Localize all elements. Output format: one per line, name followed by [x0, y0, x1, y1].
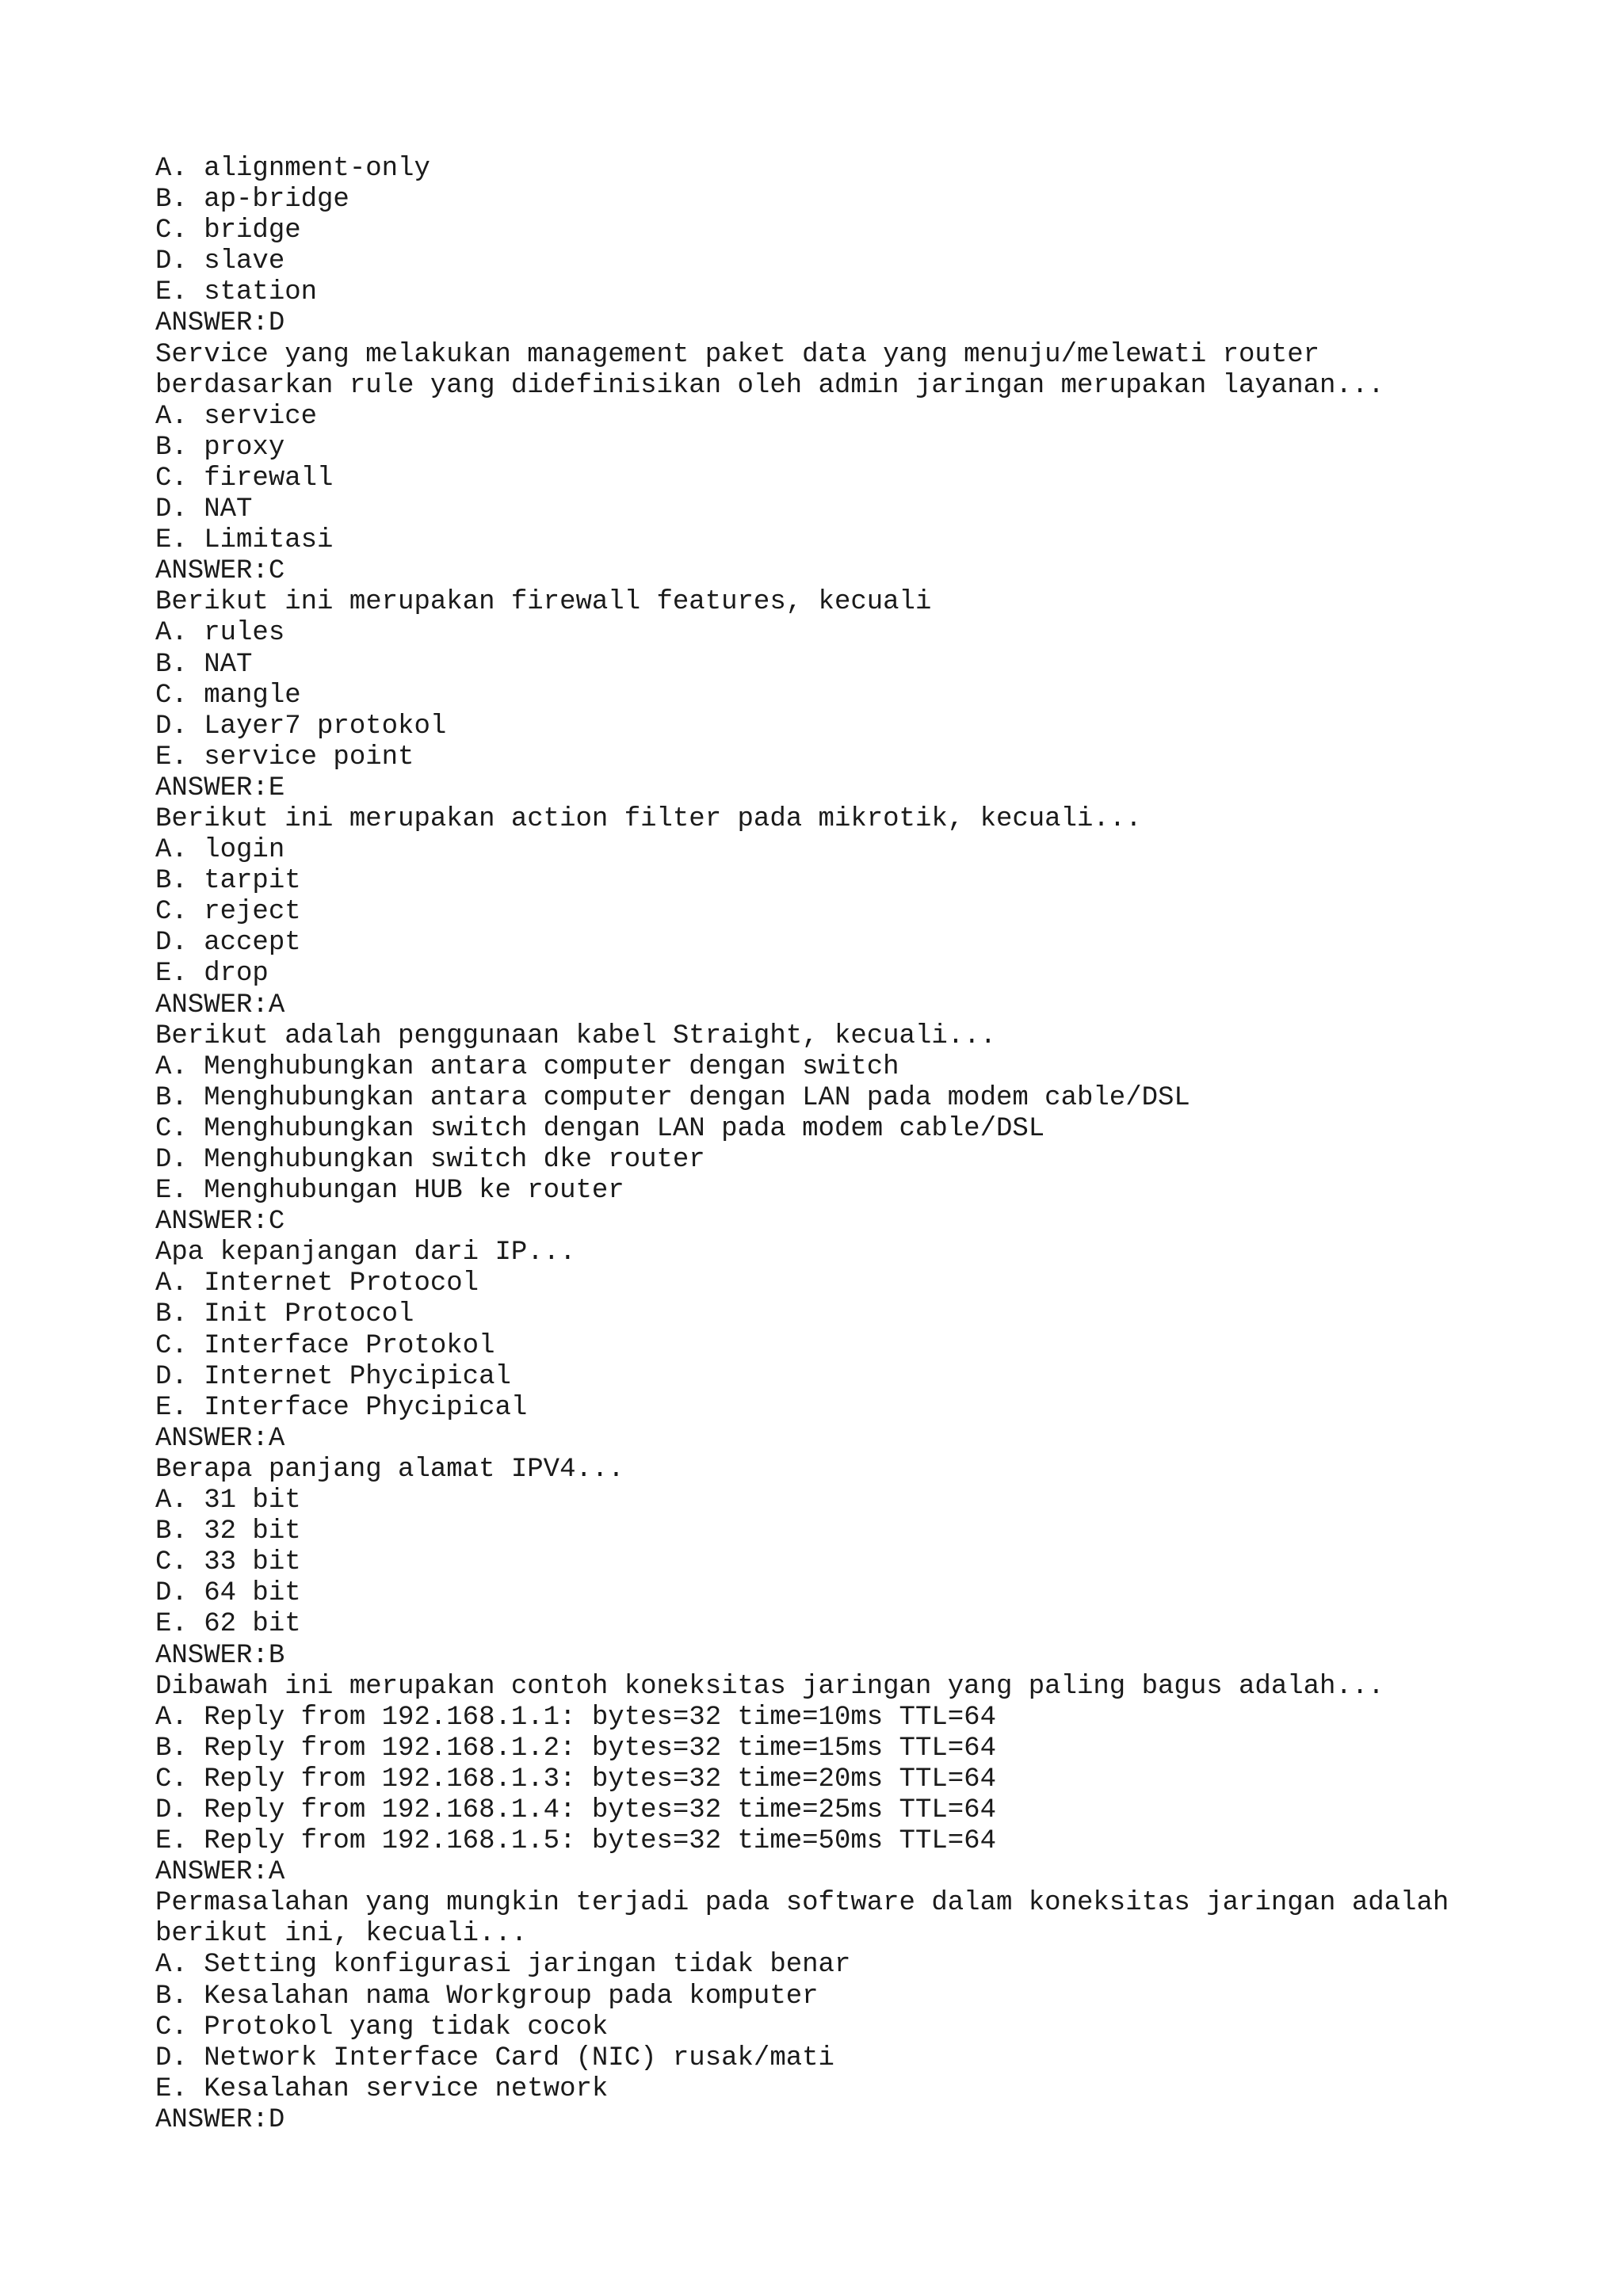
document-line: C. Protokol yang tidak cocok [155, 2012, 609, 2042]
document-line: B. NAT [155, 649, 253, 680]
document-line: Berikut ini merupakan action filter pada mikrotik, kecuali... [155, 803, 1142, 834]
document-line: D. NAT [155, 494, 253, 525]
document-line: C. Reply from 192.168.1.3: bytes=32 time=20ms TTL=64 [155, 1764, 996, 1794]
document-line: ANSWER:C [155, 1207, 285, 1238]
document-line: A. service [155, 401, 318, 432]
document-line: ANSWER:C [155, 556, 285, 587]
document-line: E. Reply from 192.168.1.5: bytes=32 time=50ms TTL=64 [155, 1826, 996, 1857]
document-line: D. Network Interface Card (NIC) rusak/mati [155, 2042, 834, 2073]
document-line: B. 32 bit [155, 1516, 301, 1547]
document-line: D. accept [155, 928, 301, 959]
document-line: A. alignment-only [155, 154, 430, 184]
document-line: Berapa panjang alamat IPV4... [155, 1454, 624, 1485]
document-line: D. Menghubungkan switch dke router [155, 1145, 705, 1175]
document-line: A. rules [155, 618, 285, 649]
document-line: A. Menghubungkan antara computer dengan switch [155, 1051, 899, 1082]
document-line: ANSWER:A [155, 1857, 285, 1888]
document-line: B. ap-bridge [155, 185, 349, 215]
document-line: C. firewall [155, 463, 334, 494]
document-line: D. Layer7 protokol [155, 711, 447, 742]
document-line: C. 33 bit [155, 1547, 301, 1578]
document-line: E. 62 bit [155, 1609, 301, 1640]
document-line: E. service point [155, 742, 414, 772]
document-line: B. Menghubungkan antara computer dengan LAN pada modem cable/DSL [155, 1082, 1190, 1113]
document-line: ANSWER:E [155, 772, 285, 803]
document-line: berikut ini, kecuali... [155, 1919, 528, 1950]
document-line: Berikut ini merupakan firewall features, kecuali [155, 587, 932, 618]
document-line: E. Menghubungan HUB ke router [155, 1176, 624, 1207]
document-line: E. drop [155, 959, 269, 990]
document-line: A. 31 bit [155, 1486, 301, 1516]
document-line: C. Menghubungkan switch dengan LAN pada modem cable/DSL [155, 1113, 1045, 1144]
document-line: A. login [155, 835, 285, 866]
document-line: A. Reply from 192.168.1.1: bytes=32 time=10ms TTL=64 [155, 1702, 996, 1733]
document-line: D. Internet Phycipical [155, 1361, 511, 1392]
document-line: Permasalahan yang mungkin terjadi pada software dalam koneksitas jaringan adalah [155, 1888, 1449, 1919]
document-line: ANSWER:D [155, 2104, 285, 2135]
document-line: D. Reply from 192.168.1.4: bytes=32 time=25ms TTL=64 [155, 1794, 996, 1825]
document-line: Dibawah ini merupakan contoh koneksitas jaringan yang paling bagus adalah... [155, 1671, 1384, 1702]
document-line: A. Setting konfigurasi jaringan tidak benar [155, 1950, 851, 1981]
document-line: C. mangle [155, 680, 301, 711]
document-line: C. Interface Protokol [155, 1330, 495, 1361]
document-line: E. Kesalahan service network [155, 2073, 609, 2104]
document-line: B. tarpit [155, 866, 301, 897]
document-line: E. station [155, 277, 318, 308]
document-line: A. Internet Protocol [155, 1268, 479, 1299]
document-line: C. reject [155, 897, 301, 928]
document-line: ANSWER:B [155, 1640, 285, 1671]
document-line: C. bridge [155, 215, 301, 246]
document-line: ANSWER:A [155, 990, 285, 1020]
document-line: Berikut adalah penggunaan kabel Straight, kecuali... [155, 1020, 996, 1051]
document-line: ANSWER:A [155, 1423, 285, 1454]
document-line: B. Init Protocol [155, 1299, 414, 1330]
document-line: D. 64 bit [155, 1578, 301, 1609]
document-line: E. Limitasi [155, 525, 334, 556]
document-line: B. Reply from 192.168.1.2: bytes=32 time=15ms TTL=64 [155, 1733, 996, 1764]
document-text [155, 154, 1582, 2136]
document-line: Service yang melakukan management paket data yang menuju/melewati router [155, 339, 1320, 370]
document-line: E. Interface Phycipical [155, 1392, 528, 1423]
document-line: ANSWER:D [155, 308, 285, 339]
document-line: B. proxy [155, 432, 285, 463]
document-line: berdasarkan rule yang didefinisikan oleh admin jaringan merupakan layanan... [155, 370, 1384, 401]
document-line: B. Kesalahan nama Workgroup pada komputer [155, 1981, 819, 2012]
document-line: D. slave [155, 246, 285, 277]
document-line: Apa kepanjangan dari IP... [155, 1238, 576, 1268]
